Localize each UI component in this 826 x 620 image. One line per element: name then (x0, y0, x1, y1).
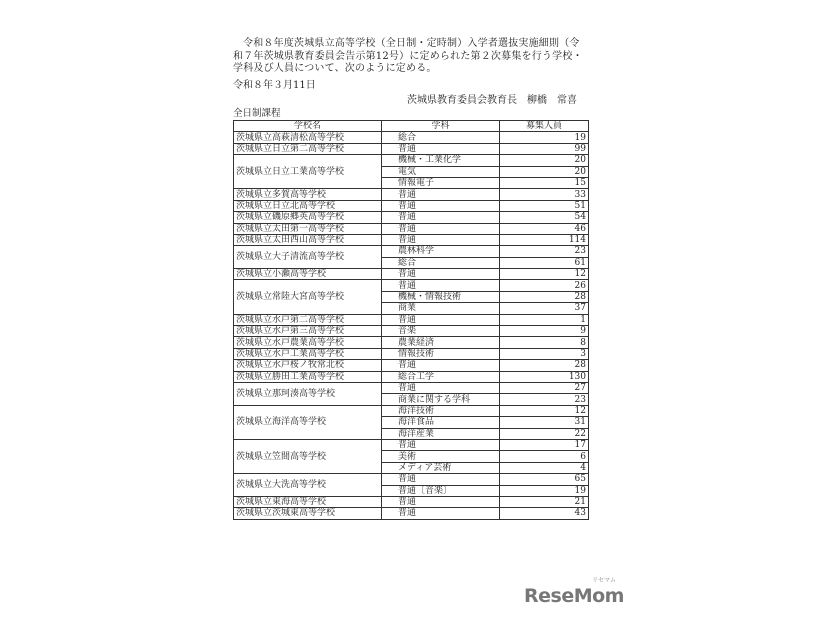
school-name: 茨城県立水戸工業高等学校 (234, 348, 382, 359)
recruit-count: 33 (500, 189, 589, 200)
school-name: 茨城県立海洋高等学校 (234, 405, 382, 439)
school-name: 茨城県立勝田工業高等学校 (234, 371, 382, 382)
table-row (234, 280, 589, 291)
subject-name: 普通 (382, 314, 500, 325)
table-row (234, 337, 589, 348)
table-row (234, 371, 589, 382)
table-row (234, 326, 589, 337)
subject-name: 美術 (382, 451, 500, 462)
recruit-count: 19 (500, 132, 589, 143)
subject-name: 商業に関する学科 (382, 394, 500, 405)
recruit-count: 21 (500, 496, 589, 507)
school-name: 茨城県立太田第一高等学校 (234, 223, 382, 234)
recruit-count: 99 (500, 143, 589, 154)
subject-name: 普通 (382, 212, 500, 223)
subject-name: 普通 (382, 360, 500, 371)
subject-name: 電気 (382, 166, 500, 177)
recruit-count: 12 (500, 269, 589, 280)
school-name: 茨城県立東海高等学校 (234, 496, 382, 507)
school-name: 茨城県立太田西山高等学校 (234, 234, 382, 245)
school-name: 茨城県立日立北高等学校 (234, 200, 382, 211)
table-row (234, 246, 589, 257)
table-row (234, 314, 589, 325)
document (233, 38, 589, 520)
subject-name: 普通 (382, 474, 500, 485)
school-name: 茨城県立茨城東高等学校 (234, 508, 382, 519)
table-row (234, 508, 589, 519)
subject-name: 普通 (382, 496, 500, 507)
subject-name: 普通 (382, 269, 500, 280)
subject-name: 海洋食品 (382, 417, 500, 428)
school-name: 茨城県立水戸農業高等学校 (234, 337, 382, 348)
table-row (234, 496, 589, 507)
table-row (234, 360, 589, 371)
document-author: 茨城県教育委員会教育長 柳橋 常喜 (407, 95, 577, 106)
subject-name: 普通 (382, 508, 500, 519)
course-label: 全日制課程 (233, 107, 281, 119)
subject-name: 海洋産業 (382, 428, 500, 439)
recruit-count: 19 (500, 485, 589, 496)
table-row (234, 189, 589, 200)
recruit-count: 12 (500, 405, 589, 416)
subject-name: 農林科学 (382, 246, 500, 257)
school-name: 茨城県立小瀬高等学校 (234, 269, 382, 280)
subject-name: 農業経済 (382, 337, 500, 348)
table-row (234, 439, 589, 450)
header-count: 募集人員 (500, 121, 589, 132)
resemom-logo: ReseMom (524, 585, 624, 607)
subject-name: メディア芸術 (382, 462, 500, 473)
school-name: 茨城県立磯原郷英高等学校 (234, 212, 382, 223)
header-school: 学校名 (234, 121, 382, 132)
recruit-count: 61 (500, 257, 589, 268)
recruitment-table (233, 120, 589, 520)
school-name: 茨城県立水戸第三高等学校 (234, 326, 382, 337)
table-row (234, 143, 589, 154)
subject-name: 普通 (382, 382, 500, 393)
school-name: 茨城県立高萩清松高等学校 (234, 132, 382, 143)
subject-name: 海洋技術 (382, 405, 500, 416)
subject-name: 機械・工業化学 (382, 155, 500, 166)
recruit-count: 4 (500, 462, 589, 473)
subject-name: 普通 (382, 189, 500, 200)
recruit-count: 31 (500, 417, 589, 428)
school-name: 茨城県立大子清流高等学校 (234, 246, 382, 269)
recruit-count: 23 (500, 394, 589, 405)
document-date: 令和８年３月11日 (233, 79, 316, 91)
school-name: 茨城県立多賀高等学校 (234, 189, 382, 200)
recruit-count: 20 (500, 166, 589, 177)
table-row (234, 212, 589, 223)
recruit-count: 9 (500, 326, 589, 337)
table-row (234, 223, 589, 234)
subject-name: 総合工学 (382, 371, 500, 382)
recruit-count: 20 (500, 155, 589, 166)
recruit-count: 130 (500, 371, 589, 382)
recruit-count: 46 (500, 223, 589, 234)
subject-name: 情報技術 (382, 348, 500, 359)
school-name: 茨城県立水戸桜ノ牧常北校 (234, 360, 382, 371)
recruit-count: 28 (500, 360, 589, 371)
table-row (234, 234, 589, 245)
recruit-count: 26 (500, 280, 589, 291)
school-name: 茨城県立日立工業高等学校 (234, 155, 382, 189)
table-row (234, 269, 589, 280)
header-subject: 学科 (382, 121, 500, 132)
recruit-count: 8 (500, 337, 589, 348)
table-row (234, 200, 589, 211)
subject-name: 普通 (382, 234, 500, 245)
subject-name: 普通 (382, 280, 500, 291)
recruit-count: 27 (500, 382, 589, 393)
intro-paragraph: 令和８年度茨城県立高等学校（全日制・定時制）入学者選抜実施細則（令和７年茨城県教育委員会告示第12号）に定められた第２次募集を行う学校・学科及び人員について、次のように定める。 (233, 38, 583, 74)
recruit-count: 3 (500, 348, 589, 359)
subject-name: 情報電子 (382, 177, 500, 188)
recruit-count: 22 (500, 428, 589, 439)
school-name: 茨城県立水戸第二高等学校 (234, 314, 382, 325)
subject-name: 普通 (382, 223, 500, 234)
recruit-count: 1 (500, 314, 589, 325)
recruit-count: 65 (500, 474, 589, 485)
table-row (234, 132, 589, 143)
recruit-count: 15 (500, 177, 589, 188)
recruit-count: 23 (500, 246, 589, 257)
school-name: 茨城県立笠間高等学校 (234, 439, 382, 473)
subject-name: 普通 (382, 143, 500, 154)
recruit-count: 43 (500, 508, 589, 519)
subject-name: 普通 (382, 439, 500, 450)
school-name: 茨城県立常陸大宮高等学校 (234, 280, 382, 314)
school-name: 茨城県立大洗高等学校 (234, 474, 382, 497)
subject-name: 普通 (382, 200, 500, 211)
table-row (234, 474, 589, 485)
subject-name: 総合 (382, 132, 500, 143)
table-header-row (234, 121, 589, 132)
subject-name: 普通〔音楽〕 (382, 485, 500, 496)
recruit-count: 114 (500, 234, 589, 245)
recruit-count: 37 (500, 303, 589, 314)
recruit-count: 6 (500, 451, 589, 462)
subject-name: 音楽 (382, 326, 500, 337)
recruit-count: 28 (500, 291, 589, 302)
subject-name: 総合 (382, 257, 500, 268)
table-row (234, 155, 589, 166)
recruit-count: 51 (500, 200, 589, 211)
subject-name: 商業 (382, 303, 500, 314)
school-name: 茨城県立日立第二高等学校 (234, 143, 382, 154)
table-row (234, 405, 589, 416)
table-row (234, 348, 589, 359)
recruit-count: 54 (500, 212, 589, 223)
table-row (234, 382, 589, 393)
logo-kana: リセマム (592, 577, 616, 584)
school-name: 茨城県立那珂湊高等学校 (234, 382, 382, 405)
recruit-count: 17 (500, 439, 589, 450)
subject-name: 機械・情報技術 (382, 291, 500, 302)
